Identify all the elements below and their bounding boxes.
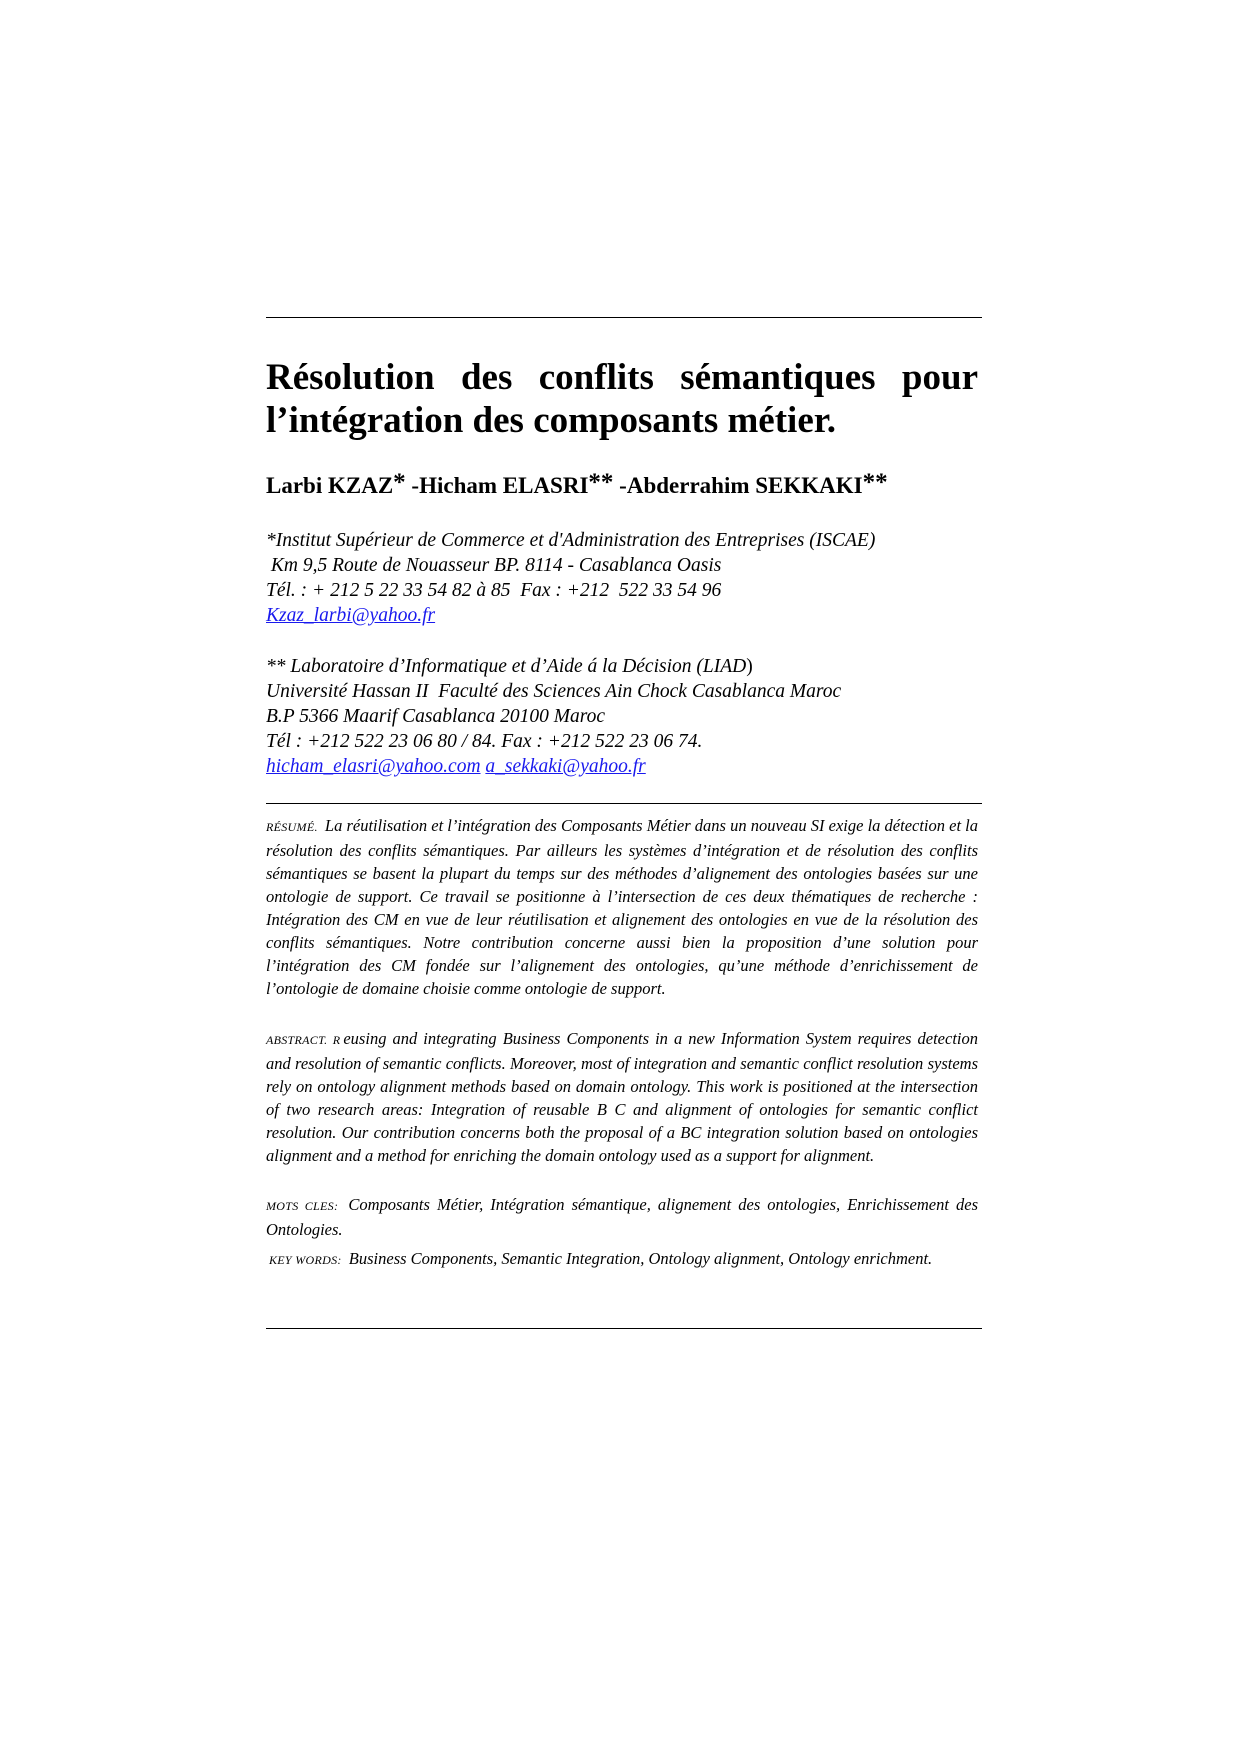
abstract-top-rule bbox=[266, 803, 982, 804]
key-words-text: Business Components, Semantic Integration, Ontology alignment, Ontology enrichment. bbox=[348, 1249, 933, 1268]
affiliation-email-row bbox=[266, 754, 982, 779]
resume-text: La réutilisation et l’intégration des Composants Métier dans un nouveau SI exige la détection et la résolution des conflits sémantiques. Par ailleurs les systèmes d’intégration et de résolution des conflits sémantiques se basent la plupart du temps sur des méthodes d’alignement des ontologies basées sur une ontologie de support. Ce travail se positionne à l’intersection de ces deux thématiques de recherche : Intégration des CM en vue de leur réutilisation et alignement des ontologies en vue de la résolution des conflits sémantiques. Notre contribution concerne aussi bien la proposition d’une solution pour l’intégration des CM fondée sur l’alignement des ontologies, qu’une méthode d’enrichissement de l’ontologie de domaine choisie comme ontologie de support. bbox=[266, 816, 979, 998]
affiliation-line: *Institut Supérieur de Commerce et d'Administration des Entreprises (ISCAE) bbox=[266, 530, 876, 551]
affiliation-line: B.P 5366 Maarif Casablanca 20100 Maroc bbox=[266, 706, 606, 727]
email-link-kzaz[interactable]: Kzaz_larbi@yahoo.fr bbox=[266, 605, 436, 626]
author-name: -Abderrahim SEKKAKI bbox=[613, 473, 863, 498]
resume-paragraph bbox=[266, 814, 978, 1000]
mots-cles-text: Composants Métier, Intégration sémantique, alignement des ontologies, Enrichissement des Ontologies. bbox=[266, 1195, 978, 1239]
affiliation-liad bbox=[266, 654, 982, 779]
author-mark: ** bbox=[862, 469, 888, 496]
affiliation-iscae bbox=[266, 528, 982, 628]
bottom-rule bbox=[266, 1328, 982, 1329]
author-mark: * bbox=[393, 469, 406, 496]
paper-page bbox=[266, 0, 982, 1755]
affiliation-line: Tél : +212 522 23 06 80 / 84. Fax : +212 522 23 06 74. bbox=[266, 731, 703, 752]
affiliation-line: Km 9,5 Route de Nouasseur BP. 8114 - Casablanca Oasis bbox=[266, 555, 722, 576]
affiliation-text: ) bbox=[746, 656, 753, 677]
affiliation-line: Université Hassan II Faculté des Sciences Ain Chock Casablanca Maroc bbox=[266, 681, 842, 702]
mots-cles-label: MOTS CLES: bbox=[266, 1199, 339, 1213]
title-line-2: l’intégration des composants métier. bbox=[266, 400, 837, 441]
abstract-label: ABSTRACT. R bbox=[266, 1033, 341, 1047]
resume-label: RÉSUMÉ. bbox=[266, 820, 318, 834]
mots-cles-paragraph bbox=[266, 1193, 978, 1241]
email-link-elasri[interactable]: hicham_elasri@yahoo.com bbox=[266, 756, 481, 777]
email-link-sekkaki[interactable]: a_sekkaki@yahoo.fr bbox=[485, 756, 646, 777]
author-mark: ** bbox=[588, 469, 614, 496]
author-name: -Hicham ELASRI bbox=[405, 473, 589, 498]
affiliation-text: ** Laboratoire d’Informatique et d’Aide á la Décision (LIAD bbox=[266, 656, 747, 677]
paper-title bbox=[266, 356, 978, 442]
affiliation-email-row bbox=[266, 603, 982, 628]
key-words-label: KEY WORDS: bbox=[269, 1253, 342, 1267]
abstract-paragraph bbox=[266, 1027, 978, 1167]
affiliation-line bbox=[266, 654, 982, 679]
affiliation-line: Tél. : + 212 5 22 33 54 82 à 85 Fax : +212 522 33 54 96 bbox=[266, 580, 722, 601]
author-list bbox=[266, 470, 982, 502]
title-line-1: Résolution des conflits sémantiques pour bbox=[266, 357, 978, 398]
abstract-text: eusing and integrating Business Components in a new Information System requires detection and resolution of semantic conflicts. Moreover, most of integration and semantic conflict resolution systems rely on ontology alignment methods based on domain ontology. This work is positioned at the intersection of two research areas: Integration of reusable B C and alignment of ontologies for semantic conflict resolution. Our contribution concerns both the proposal of a BC integration solution based on ontologies alignment and a method for enriching the domain ontology used as a support for alignment. bbox=[266, 1029, 978, 1165]
top-rule bbox=[266, 317, 982, 318]
key-words-paragraph bbox=[266, 1247, 978, 1272]
author-name: Larbi KZAZ bbox=[266, 473, 394, 498]
